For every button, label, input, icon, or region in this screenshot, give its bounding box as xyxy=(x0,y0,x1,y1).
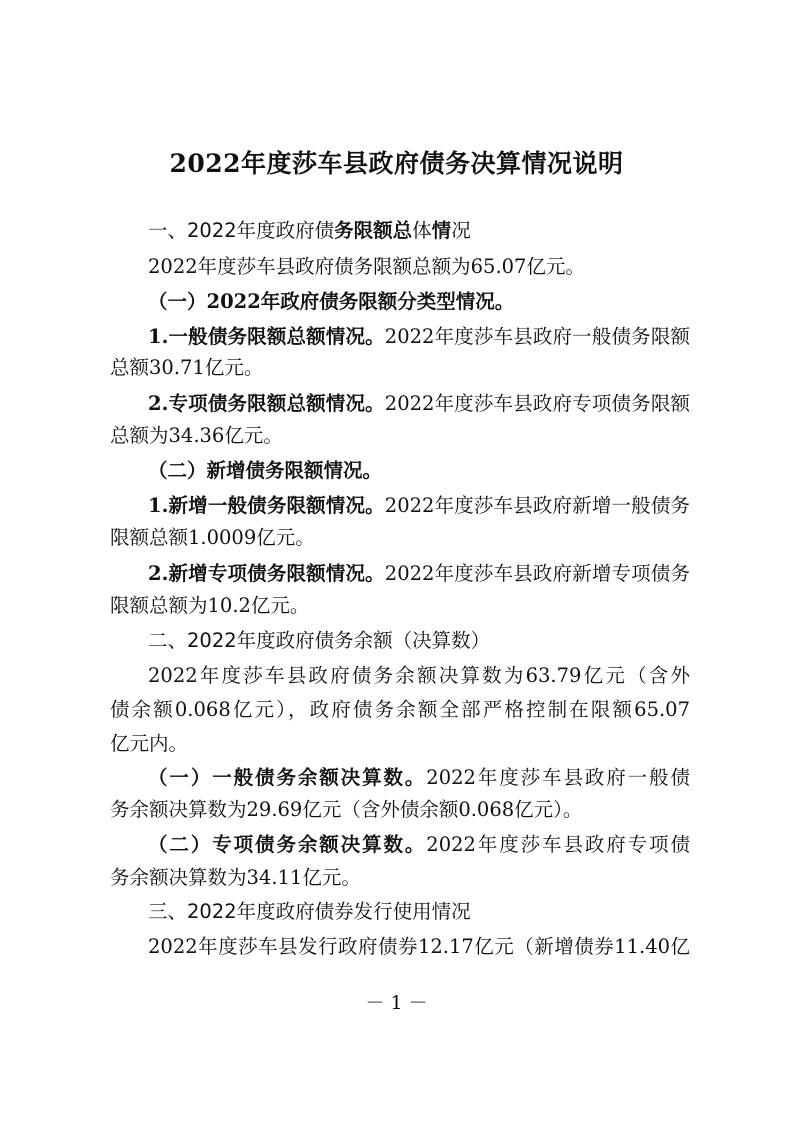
paragraph-line: 限额总额为10.2亿元。 xyxy=(110,594,310,617)
item-text: 2022年度莎车县政府新增一般债务 xyxy=(384,494,690,517)
item-text: 2022年度莎车县政府专项债 xyxy=(426,833,690,856)
paragraph-line: 总额为34.36亿元。 xyxy=(110,424,283,447)
section-3-heading: 三、2022年度政府债券发行使用情况 xyxy=(148,900,471,923)
page-number: － 1 － xyxy=(365,992,428,1014)
item-bold-lead: 2.专项债务限额总额情况。 xyxy=(148,392,385,415)
paragraph-line xyxy=(148,765,690,791)
item-text: 2022年度莎车县政府一般债务限额 xyxy=(384,325,690,348)
paragraph-line: 务余额决算数为34.11亿元。 xyxy=(110,866,361,889)
item-text: 2022年度莎车县政府专项债务限额 xyxy=(384,392,690,415)
page-title: 2022年度莎车县政府债务决算情况说明 xyxy=(169,149,624,178)
paragraph-line xyxy=(148,324,690,350)
section-1-heading-part: 务限额总 xyxy=(334,219,413,242)
item-text: 2022年度莎车县政府新增专项债务 xyxy=(384,562,690,585)
paragraph-line: 总额30.71亿元。 xyxy=(110,356,264,379)
section-1-heading-part: 体 xyxy=(412,219,432,242)
paragraph-line: 2022年度莎车县政府债务余额决算数为63.79亿元（含外 xyxy=(148,664,690,687)
section-1-subheading-2: （二）新增债务限额情况。 xyxy=(148,459,383,482)
paragraph-line xyxy=(148,832,690,858)
item-bold-lead: （一）一般债务余额决算数。 xyxy=(148,766,427,789)
paragraph-line: 2022年度莎车县发行政府债券12.17亿元（新增债券11.40亿 xyxy=(148,935,690,958)
item-text: 2022年度莎车县政府一般债 xyxy=(426,766,690,789)
section-1-heading-part: 一、2022年度政府债 xyxy=(148,219,335,242)
section-2-heading: 二、2022年度政府债务余额（决算数） xyxy=(148,629,491,652)
paragraph-line xyxy=(148,391,690,417)
section-1-heading-part: 情 xyxy=(431,219,452,242)
paragraph-line: 务余额决算数为29.69亿元（含外债余额0.068亿元）。 xyxy=(110,798,583,821)
paragraph-line: 债余额0.068亿元），政府债务余额全部严格控制在限额65.07 xyxy=(110,698,690,721)
paragraph-line: 限额总额1.0009亿元。 xyxy=(110,526,315,549)
paragraph-line xyxy=(148,561,690,587)
item-bold-lead: （二）专项债务余额决算数。 xyxy=(148,833,427,856)
section-1-heading-part: 况 xyxy=(451,219,471,242)
item-bold-lead: 1.新增一般债务限额情况。 xyxy=(148,494,385,517)
section-1-body: 2022年度莎车县政府债务限额总额为65.07亿元。 xyxy=(148,255,585,278)
section-1-heading xyxy=(148,218,690,244)
section-1-subheading-1: （一）2022年政府债务限额分类型情况。 xyxy=(148,290,515,313)
item-bold-lead: 2.新增专项债务限额情况。 xyxy=(148,562,385,585)
paragraph-line: 亿元内。 xyxy=(110,732,189,755)
item-bold-lead: 1.一般债务限额总额情况。 xyxy=(148,325,385,348)
paragraph-line xyxy=(148,493,690,519)
